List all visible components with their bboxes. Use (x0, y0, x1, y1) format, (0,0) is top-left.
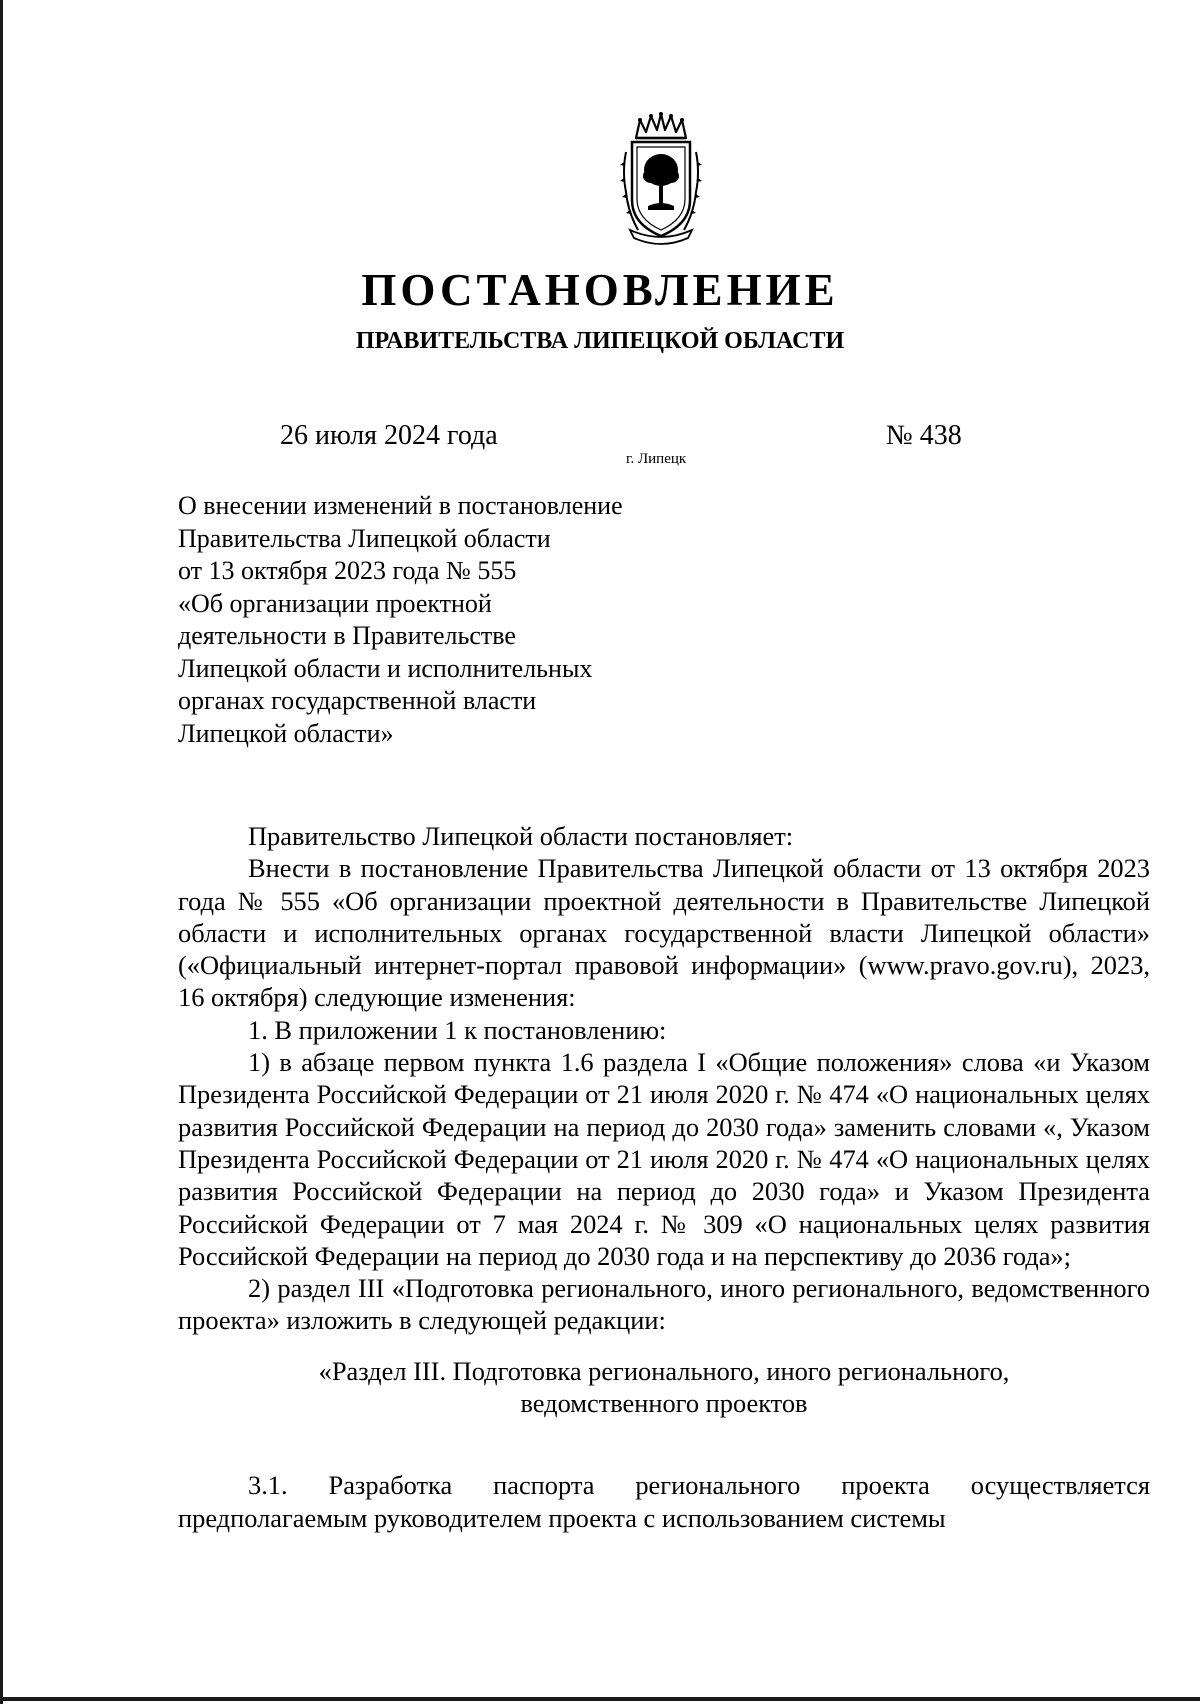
heading-line: органах государственной власти (178, 686, 537, 715)
document-date: 26 июля 2024 года (280, 420, 498, 451)
heading-line: деятельности в Правительстве (178, 621, 516, 650)
paragraph-3-1: 3.1. Разработка паспорта регионального проекта осуществляется предполагаемым руководителем проекта с использованием системы (178, 1470, 1150, 1533)
section-title-line-1: «Раздел III. Подготовка регионального, иного регионального, (318, 1355, 1010, 1386)
item-1: 1. В приложении 1 к постановлению: (248, 1014, 667, 1045)
item-1-2: 2) раздел III «Подготовка регионального, иного регионального, ведомственного проекта» изложить в следующей редакции: (178, 1273, 1150, 1336)
item-1-1: 1) в абзаце первом пункта 1.6 раздела I «Общие положения» слова «и Указом Президента Российской Федерации от 21 июля 2020 г. № 474 «О национальных целях развития Российской Федерации на период до 2030 года» заменить словами «, Указом Президента Российской Федерации от 21 июля 2020 г. № 474 «О национальных целях развития Российской Федерации на период до 2030 года» и Указом Президента Российской Федерации от 7 мая 2024 г. № 309 «О национальных целях развития Российской Федерации на период до 2030 года и на перспективу до 2036 года»; (178, 1047, 1150, 1271)
paragraph-intro: Внести в постановление Правительства Липецкой области от 13 октября 2023 года № 555 «Об организации проектной деятельности в Правительстве Липецкой области и исполнительных органах государственной власти Липецкой области» («Официальный интернет-портал правовой информации» (www.pravo.gov.ru), 2023, 16 октября) следующие изменения: (178, 853, 1150, 1013)
heading-line: Правительства Липецкой области (178, 523, 551, 553)
document-city: г. Липецк (626, 451, 687, 467)
document-number: № 438 (886, 420, 962, 451)
spacer (178, 1419, 1150, 1469)
coat-of-arms-icon (618, 112, 704, 246)
document-subtitle: ПРАВИТЕЛЬСТВА ЛИПЕЦКОЙ ОБЛАСТИ (355, 328, 845, 354)
scan-bottom-edge (0, 1697, 1200, 1701)
document-heading (178, 490, 738, 750)
section-title-line-2: ведомственного проектов (520, 1388, 808, 1419)
heading-line: Липецкой области» (178, 718, 394, 748)
document-body (178, 820, 1150, 1534)
spacer (178, 1337, 1150, 1355)
heading-line: от 13 октября 2023 года № 555 (178, 556, 517, 585)
heading-line: «Об организации проектной (178, 588, 492, 618)
heading-line: О внесении изменений в постановление (178, 491, 623, 520)
scan-left-edge (0, 0, 3, 1704)
preamble: Правительство Липецкой области постановляет: (248, 821, 794, 851)
heading-line: Липецкой области и исполнительных (178, 653, 593, 683)
document-title: ПОСТАНОВЛЕНИЕ (361, 265, 839, 315)
